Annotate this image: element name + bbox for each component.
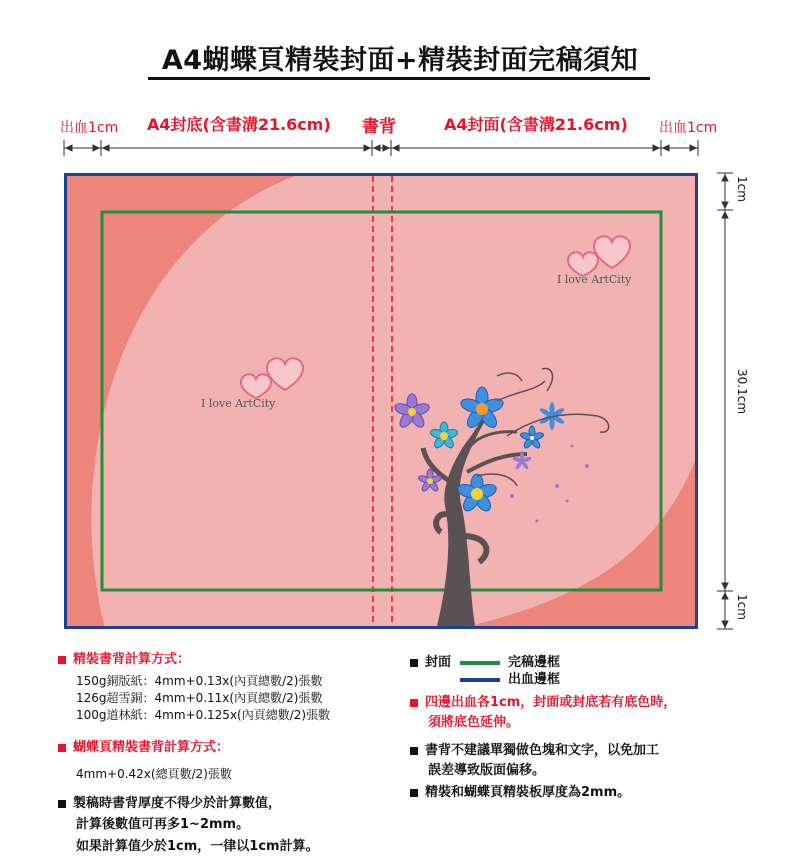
dim-top-1cm: 1cm	[735, 176, 749, 202]
board-thickness-note: 精裝和蝴蝶頁精裝板厚度為2mm。	[410, 783, 790, 803]
bullet-icon	[410, 747, 418, 755]
spine-calc-heading	[58, 650, 388, 670]
spine-block-note: 書背不建議單獨做色塊和文字，以免加工 誤差導致版面偏移。	[410, 741, 790, 781]
bullet-icon	[410, 699, 418, 707]
love-text-right: I love ArtCity	[557, 273, 632, 286]
legend-label: 封面	[425, 655, 452, 670]
bullet-icon	[58, 744, 66, 752]
green-line-icon	[460, 661, 500, 665]
spine-calc-title: 精裝書背計算方式：	[73, 652, 191, 667]
spine-calc-lines	[58, 673, 388, 724]
notes-left	[58, 650, 388, 858]
cover-layout	[64, 173, 698, 629]
front-cover-label: A4封面(含書溝21.6cm)	[444, 115, 628, 134]
butterfly-calc-heading	[58, 738, 388, 758]
back-cover-label: A4封底(含書溝21.6cm)	[147, 115, 331, 134]
love-text-left: I love ArtCity	[201, 397, 276, 410]
bullet-icon	[58, 656, 66, 664]
bullet-icon	[410, 789, 418, 797]
spine-thickness-note: 製稿時書背厚度不得少於計算數值， 計算後數值可再多1~2mm。 如果計算值少於1cm，一律以1cm計算。	[58, 794, 388, 858]
legend-blue-label: 出血邊框	[508, 672, 561, 687]
calc-line-126g: 126g超雪銅：4mm+0.11x(內頁總數/2)張數	[76, 691, 323, 705]
page-title: A4蝴蝶頁精裝封面+精裝封面完稿須知	[161, 45, 639, 76]
bleed-left-label: 出血1cm	[60, 120, 119, 136]
bleed-note: 四邊出血各1cm，封面或封底若有底色時， 須將底色延伸。	[410, 693, 790, 733]
cover-artwork	[67, 176, 695, 626]
blue-line-icon	[460, 678, 500, 682]
dim-bottom-1cm: 1cm	[735, 594, 749, 620]
butterfly-calc-line: 4mm+0.42x(總頁數/2)張數	[76, 767, 232, 781]
legend-green-label: 完稿邊框	[508, 655, 561, 670]
bullet-icon	[58, 800, 66, 808]
title-underline	[148, 77, 650, 80]
notes-right	[410, 653, 790, 803]
dim-middle-30cm: 30.1cm	[735, 369, 749, 415]
horizontal-dimension-line	[0, 136, 800, 160]
calc-line-150g: 150g銅版紙：4mm+0.13x(內頁總數/2)張數	[76, 674, 323, 688]
spine-label: 書背	[362, 117, 396, 137]
calc-line-100g: 100g道林紙：4mm+0.125x(內頁總數/2)張數	[76, 708, 331, 722]
bleed-right-label: 出血1cm	[659, 120, 718, 136]
bullet-icon	[410, 659, 418, 667]
legend	[410, 653, 790, 693]
butterfly-calc-title: 蝴蝶頁精裝書背計算方式：	[73, 740, 230, 755]
